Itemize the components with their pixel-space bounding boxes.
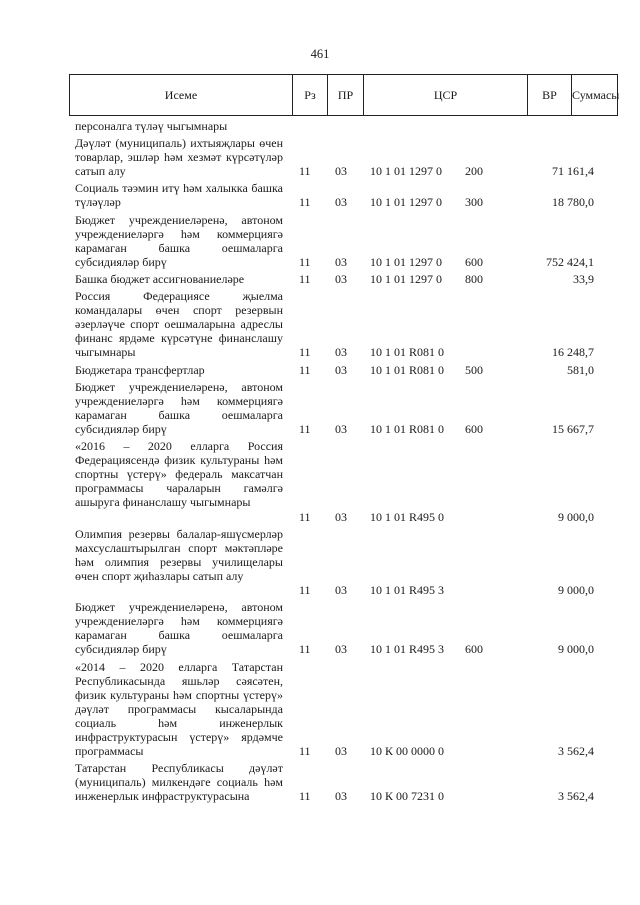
row-pr: 03 [335,195,347,210]
row-rz: 11 [299,642,311,657]
row-vr: 600 [465,642,483,657]
row-vr: 800 [465,271,483,286]
row-name: Башка бюджет ассигнованиеләре [75,271,245,286]
row-rz: 11 [299,421,311,436]
header-rz: Рз [293,75,328,115]
table-row [0,289,640,360]
row-rz: 11 [299,195,311,210]
row-rz: 11 [299,254,311,269]
row-name: Дәүләт (муниципаль) ихтыяҗлары өчен товарлар, эшләр һәм хезмәт күрсәтүләр сатып алу [75,136,283,179]
header-csr: ЦСР [364,75,528,115]
table-body [0,116,640,804]
row-pr: 03 [335,345,347,360]
row-sum: 33,9 [573,271,594,286]
row-pr: 03 [335,789,347,804]
row-csr: 10 1 01 R081 0 [370,362,445,377]
table-row [0,527,640,598]
row-sum: 3 562,4 [558,744,594,759]
row-name: персоналга түләү чыгымнары [75,119,228,133]
row-csr: 10 1 01 1297 0 [370,195,442,210]
row-rz: 11 [299,164,311,179]
row-name: «2014 – 2020 елларга Татарстан Республикасында яшьләр сәясәтен, физик культураны һәм спортны үстерү» дәүләт программасы кысаларында социаль һәм инженерлык инфраструктурасын үстерү» ярдәмче программасы [75,659,283,759]
row-pr: 03 [335,509,347,524]
header-vr: ВР [528,75,572,115]
row-name: Бюджет учреждениеләренә, автоном учреждениеләргә һәм коммерциягә карамаган башка оешмаларга субсидияләр бирү [75,600,283,657]
row-pr: 03 [335,744,347,759]
row-name: Россия Федерациясе җыелма командалары өчен спорт резервын әзерләүче спорт оешмаларына адреслы финанс ярдәме күрсәтүне финанслашу чыгымнары [75,289,283,360]
header-sum: Суммасы [572,88,620,102]
header-pr: ПР [328,75,364,115]
row-sum: 752 424,1 [546,254,594,269]
row-csr: 10 1 01 R081 0 [370,421,445,436]
row-name: Социаль тәэмин итү һәм халыкка башка түләүләр [75,181,283,210]
row-csr: 10 К 00 7231 0 [370,789,445,804]
row-sum: 9 000,0 [558,642,594,657]
row-vr: 600 [465,254,483,269]
row-rz: 11 [299,345,311,360]
table-row [0,439,640,524]
row-sum: 3 562,4 [558,789,594,804]
row-sum: 581,0 [567,362,594,377]
row-name: Бюджетара трансфертлар [75,362,205,377]
row-csr: 10 1 01 1297 0 [370,254,442,269]
table-row [0,363,640,377]
table-row [0,272,640,286]
table-row [0,119,640,133]
row-pr: 03 [335,271,347,286]
table-header [69,74,618,116]
header-name: Исеме [70,75,293,115]
table-row [0,380,640,436]
row-name: «2016 – 2020 елларга Россия Федерациясендә физик культураны һәм спортны үстерү» федераль максатчан программасы чараларын гамәлгә ашыруга финанслашу чыгымнары [75,439,283,510]
row-csr: 10 1 01 R495 3 [370,642,445,657]
row-csr: 10 1 01 1297 0 [370,164,442,179]
table-row [0,660,640,759]
row-rz: 11 [299,362,311,377]
row-sum: 71 161,4 [552,164,594,179]
row-name: Татарстан Республикасы дәүләт (муниципаль) милкендәге социаль һәм инженерлык инфраструктурасына [75,761,283,804]
row-pr: 03 [335,254,347,269]
row-pr: 03 [335,583,347,598]
row-rz: 11 [299,789,311,804]
row-csr: 10 К 00 0000 0 [370,744,445,759]
page-number: 461 [310,47,330,61]
row-vr: 200 [465,164,483,179]
row-csr: 10 1 01 R081 0 [370,345,445,360]
row-pr: 03 [335,421,347,436]
row-rz: 11 [299,583,311,598]
row-name: Бюджет учреждениеләренә, автоном учреждениеләргә һәм коммерциягә карамаган башка оешмаларга субсидияләр бирү [75,212,283,269]
row-rz: 11 [299,744,311,759]
row-csr: 10 1 01 R495 0 [370,509,445,524]
row-sum: 15 667,7 [552,421,594,436]
row-sum: 16 248,7 [552,345,594,360]
table-row [0,181,640,209]
table-row [0,761,640,803]
row-vr: 600 [465,421,483,436]
row-rz: 11 [299,509,311,524]
row-vr: 300 [465,195,483,210]
table-row [0,600,640,656]
row-name: Бюджет учреждениеләренә, автоном учреждениеләргә һәм коммерциягә карамаган башка оешмаларга субсидияләр бирү [75,379,283,436]
row-rz: 11 [299,271,311,286]
table-row [0,213,640,269]
row-pr: 03 [335,642,347,657]
row-sum: 9 000,0 [558,583,594,598]
row-csr: 10 1 01 R495 3 [370,583,445,598]
row-sum: 9 000,0 [558,509,594,524]
row-pr: 03 [335,362,347,377]
row-sum: 18 780,0 [552,195,594,210]
row-name: Олимпия резервы балалар-яшүсмерләр махсуслаштырылган спорт мәктәпләре һәм олимпия резервы училищелары өчен спорт җиһазлары сатып алу [75,526,283,583]
row-csr: 10 1 01 1297 0 [370,271,442,286]
row-vr: 500 [465,362,483,377]
row-pr: 03 [335,164,347,179]
table-row [0,136,640,178]
